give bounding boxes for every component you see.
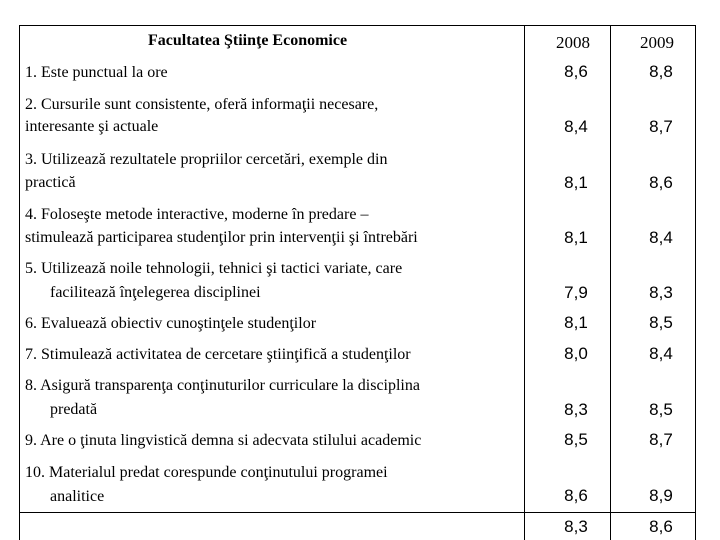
row-10-value-2009: 8,9 — [649, 486, 673, 505]
row-3-value-2009: 8,6 — [649, 173, 673, 192]
row-3-label-line1: 3. Utilizează rezultatele propriilor cercetări, exemple din — [25, 151, 388, 168]
row-1-value-2008: 8,6 — [564, 62, 588, 81]
row-5-label-line1: 5. Utilizează noile tehnologii, tehnici şi tactici variate, care — [25, 260, 403, 277]
row-8-label-line1: 8. Asigură transparenţa conţinuturilor curriculare la disciplina — [25, 377, 420, 394]
row-2-label-line2: interesante şi actuale — [25, 118, 159, 135]
row-9-label: 9. Are o ţinuta lingvistică demna si adecvata stilului academic — [25, 432, 422, 449]
row-3-label-line2: practică — [25, 174, 76, 191]
table-left-border — [19, 25, 20, 540]
row-8-label-line2: predată — [50, 401, 98, 418]
row-4-value-2009: 8,4 — [649, 228, 673, 247]
row-5-value-2008: 7,9 — [564, 283, 588, 302]
row-7-label: 7. Stimulează activitatea de cercetare ştiinţifică a studenţilor — [25, 346, 411, 363]
row-1-value-2009: 8,8 — [649, 62, 673, 81]
header-year-2008: 2008 — [556, 33, 590, 52]
row-7-value-2009: 8,4 — [649, 344, 673, 363]
row-9-value-2009: 8,7 — [649, 430, 673, 449]
row-2-value-2009: 8,7 — [649, 117, 673, 136]
row-5-value-2009: 8,3 — [649, 283, 673, 302]
row-3-value-2008: 8,1 — [564, 173, 588, 192]
header-title: Facultatea Ştiinţe Economice — [148, 32, 348, 49]
average-value-2008: 8,3 — [564, 517, 588, 536]
row-6-value-2009: 8,5 — [649, 313, 673, 332]
row-2-label-line1: 2. Cursurile sunt consistente, oferă informaţii necesare, — [25, 96, 379, 113]
row-10-value-2008: 8,6 — [564, 486, 588, 505]
row-6-label: 6. Evaluează obiectiv cunoştinţele studenţilor — [25, 315, 317, 332]
row-1-label: 1. Este punctual la ore — [25, 64, 168, 81]
row-8-value-2008: 8,3 — [564, 400, 588, 419]
table-top-border — [19, 25, 696, 26]
row-divider — [19, 512, 696, 513]
row-10-label-line1: 10. Materialul predat corespunde conţinutului programei — [25, 464, 388, 481]
header-year-2009: 2009 — [640, 33, 674, 52]
row-4-label-line1: 4. Foloseşte metode interactive, moderne în predare – — [25, 206, 369, 223]
average-value-2009: 8,6 — [649, 517, 673, 536]
row-7-value-2008: 8,0 — [564, 344, 588, 363]
row-9-value-2008: 8,5 — [564, 430, 588, 449]
row-10-label-line2: analitice — [50, 488, 105, 505]
row-8-value-2009: 8,5 — [649, 400, 673, 419]
row-2-value-2008: 8,4 — [564, 117, 588, 136]
row-4-value-2008: 8,1 — [564, 228, 588, 247]
row-6-value-2008: 8,1 — [564, 313, 588, 332]
row-5-label-line2: facilitează înţelegerea disciplinei — [50, 284, 261, 301]
column-divider — [524, 25, 525, 540]
row-4-label-line2: stimulează participarea studenţilor prin intervenţii şi întrebări — [25, 229, 418, 246]
